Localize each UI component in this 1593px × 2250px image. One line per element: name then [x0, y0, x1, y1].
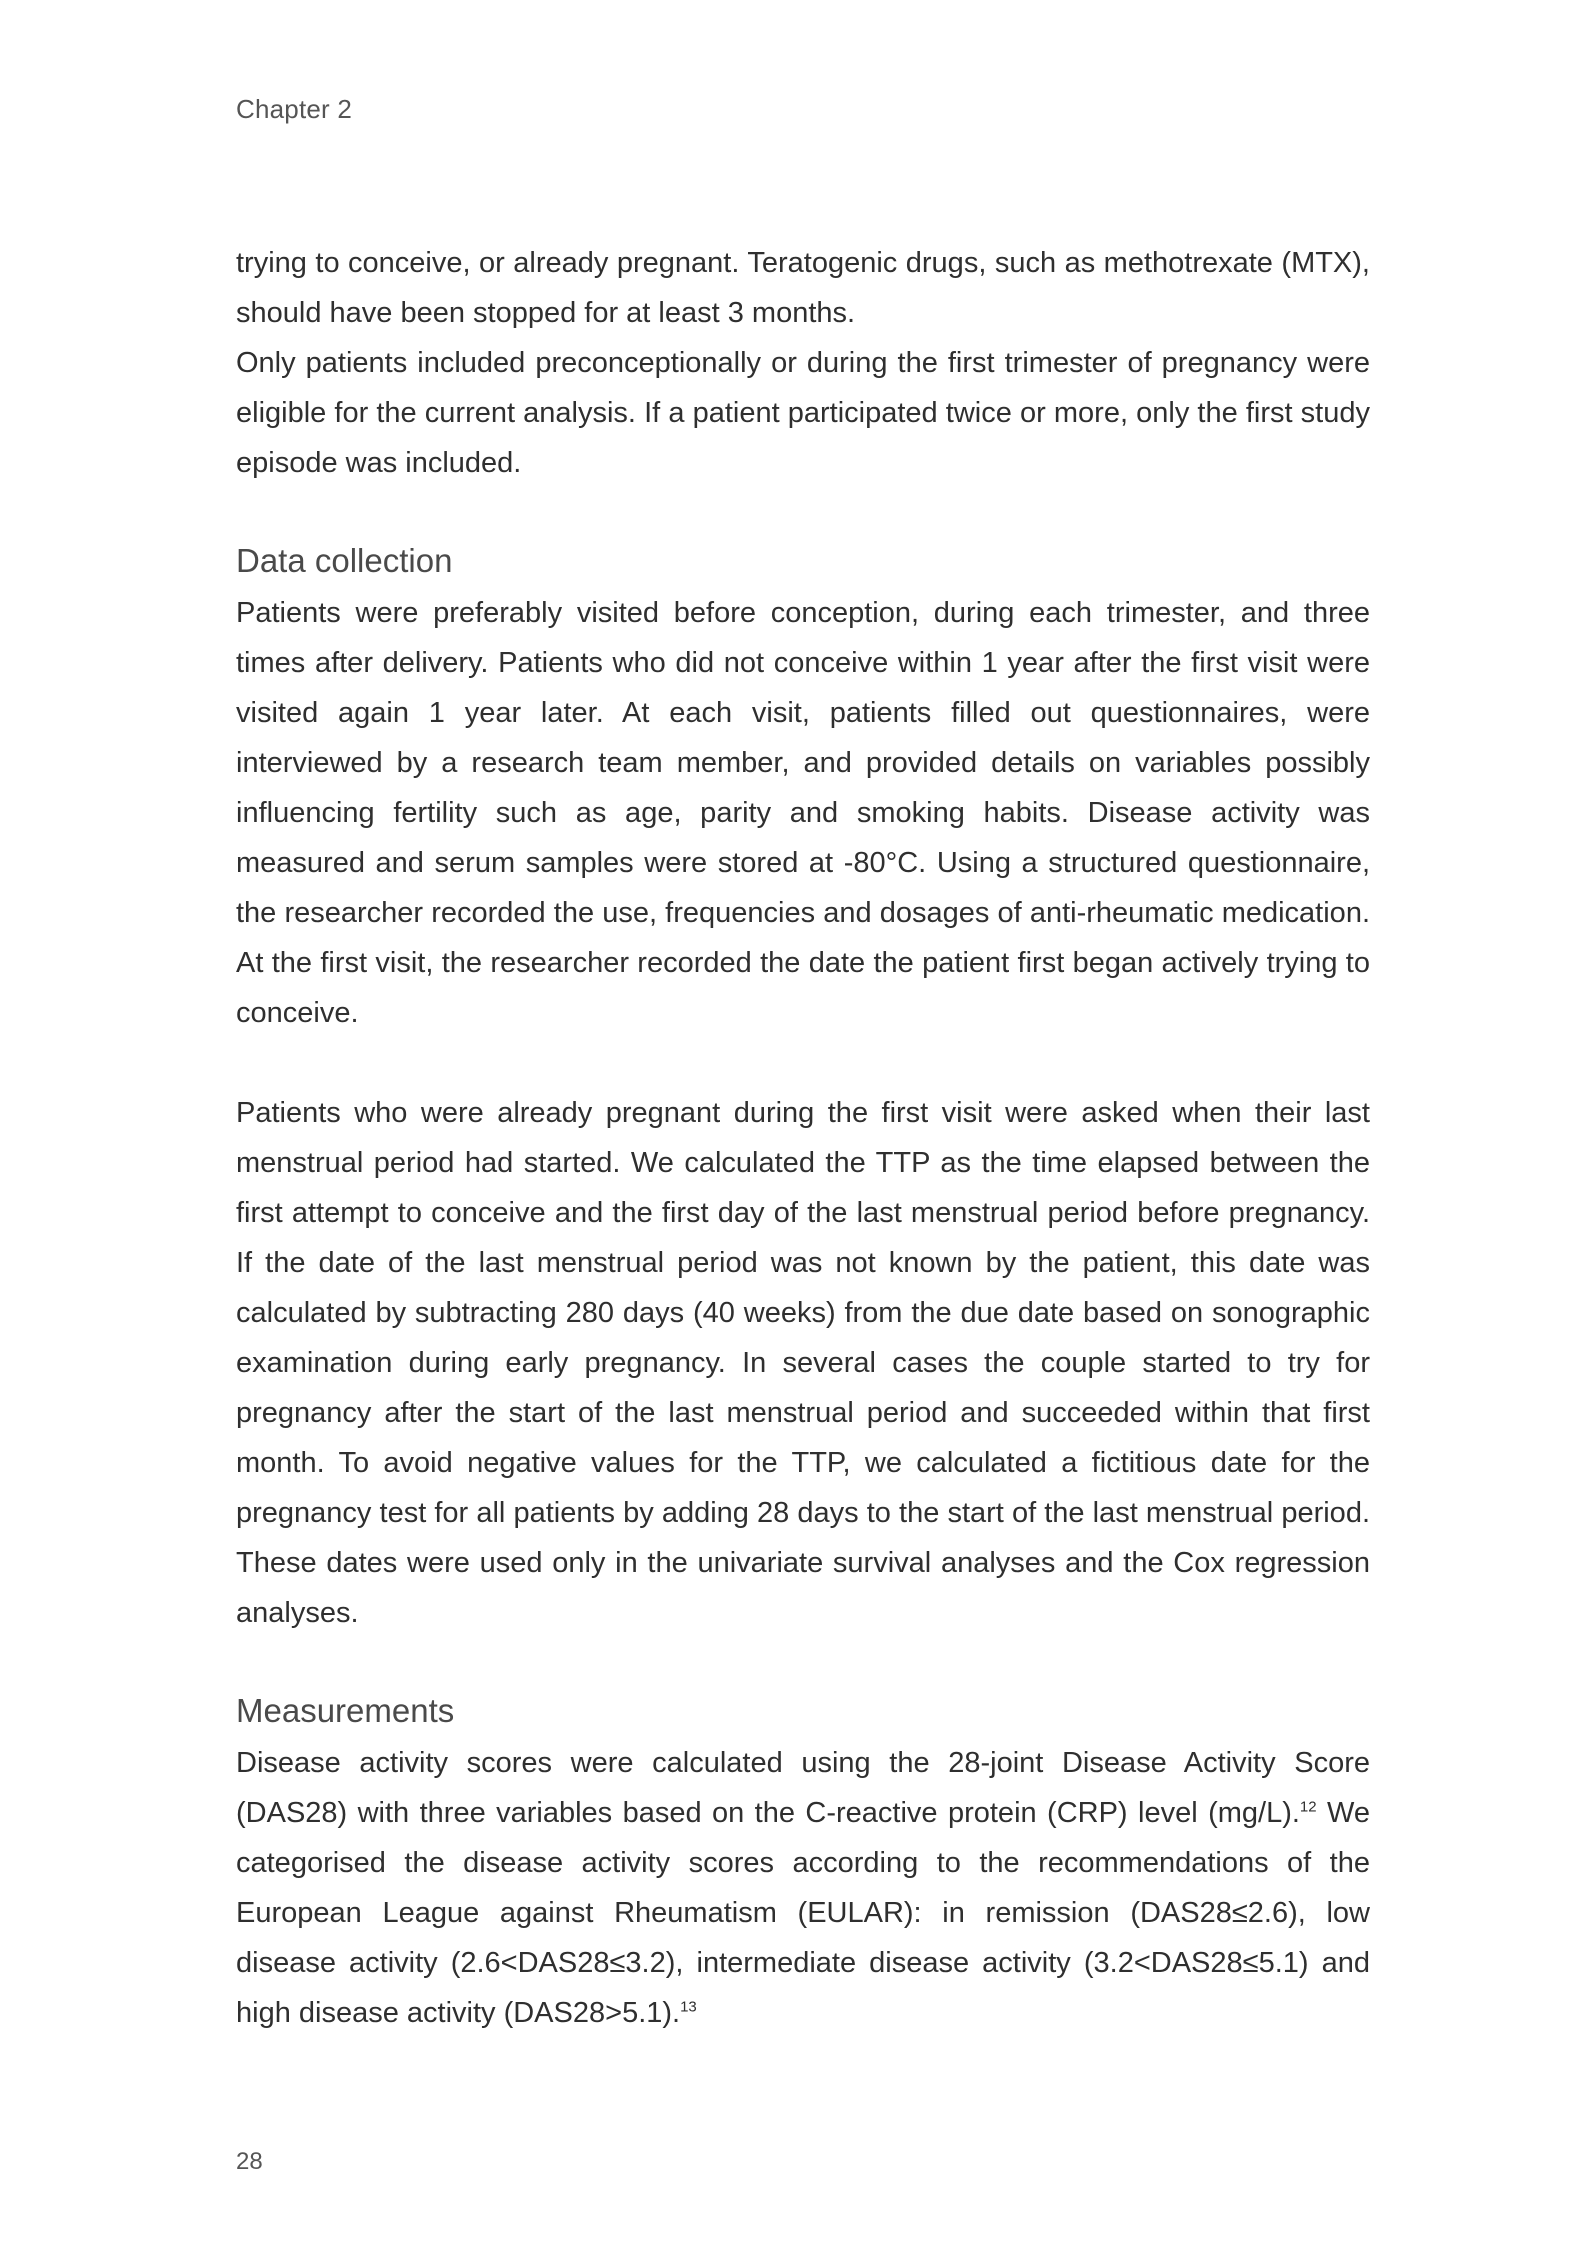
- paragraph-ttp-calculation: Patients who were already pregnant during the first visit were asked when their last menstrual period had started. We calculated the TTP as the time elapsed between the first attempt to conceive and the first day of the last menstrual period before pregnancy. If the date of the last menstrual period was not known by the patient, this date was calculated by subtracting 280 days (40 weeks) from the due date based on sonographic examination during early pregnancy. In several cases the couple started to try for pregnancy after the start of the last menstrual period and succeeded within that first month. To avoid negative values for the TTP, we calculated a fictitious date for the pregnancy test for all patients by adding 28 days to the start of the last menstrual period. These dates were used only in the univariate survival analyses and the Cox regression analyses.: [236, 1097, 1370, 1629]
- section-heading-data-collection: Data collection: [236, 542, 453, 579]
- disease-activity-text-part1: Disease activity scores were calculated using the 28-joint Disease Activity Score (DAS28) with three variables based on the C-reactive protein (CRP) level (mg/L).: [236, 1747, 1370, 1829]
- paragraph-disease-activity: [236, 1738, 1370, 2038]
- section-heading-measurements: Measurements: [236, 1692, 455, 1729]
- page-body: [236, 238, 1370, 2038]
- paragraph-intro: trying to conceive, or already pregnant. Teratogenic drugs, such as methotrexate (MTX), should have been stopped for at least 3 months.: [236, 247, 1370, 329]
- running-head: Chapter 2: [236, 94, 352, 124]
- reference-superscript-12: 12: [1299, 1798, 1317, 1816]
- reference-superscript-13: 13: [680, 1998, 697, 2016]
- disease-activity-text-part2: We categorised the disease activity scores according to the recommendations of the European League against Rheumatism (EULAR): in remission (DAS28≤2.6), low disease activity (2.6<DAS28≤3.2), intermediate disease activity (3.2<DAS28≤5.1) and high disease activity (DAS28>5.1).: [236, 1797, 1370, 2029]
- page-number: 28: [236, 2148, 263, 2175]
- paragraph-spacer: [236, 1038, 1370, 1088]
- paragraph-eligibility: Only patients included preconceptionally or during the first trimester of pregnancy were eligible for the current analysis. If a patient participated twice or more, only the first study episode was included.: [236, 347, 1370, 479]
- paragraph-visits: Patients were preferably visited before conception, during each trimester, and three times after delivery. Patients who did not conceive within 1 year after the first visit were visited again 1 year later. At each visit, patients filled out questionnaires, were interviewed by a research team member, and provided details on variables possibly influencing fertility such as age, parity and smoking habits. Disease activity was measured and serum samples were stored at -80°C. Using a structured questionnaire, the researcher recorded the use, frequencies and dosages of anti-rheumatic medication. At the first visit, the researcher recorded the date the patient first began actively trying to conceive.: [236, 597, 1370, 1029]
